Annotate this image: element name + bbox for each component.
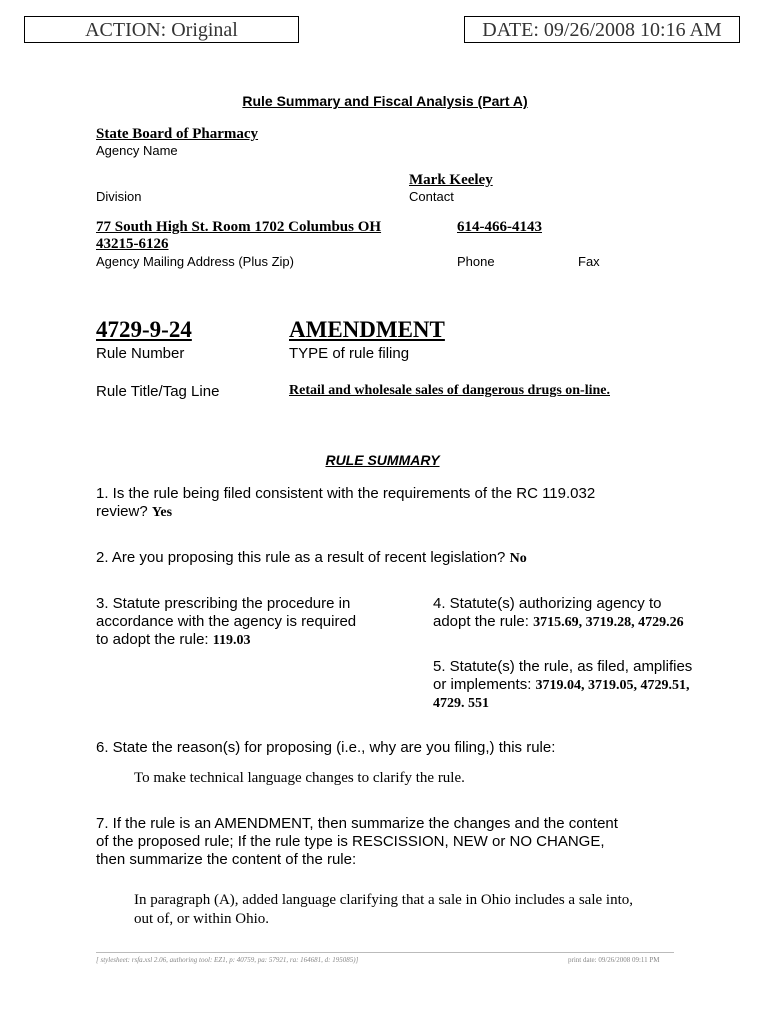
rule-type-label: TYPE of rule filing xyxy=(289,345,410,362)
contact-label: Contact xyxy=(409,189,454,204)
question-7: 7. If the rule is an AMENDMENT, then summarize the changes and the content of the proposed rule; If the rule type is RESCISSION, NEW or NO CHANGE, then summarize the content of the rule: xyxy=(96,815,618,868)
question-4-answer: 3715.69, 3719.28, 4729.26 xyxy=(533,615,684,630)
phone-label: Phone xyxy=(457,254,495,269)
agency-name: State Board of Pharmacy xyxy=(96,126,259,142)
question-1 xyxy=(96,485,595,522)
rule-type: AMENDMENT xyxy=(289,317,445,342)
rule-title: Retail and wholesale sales of dangerous drugs on-line. xyxy=(289,383,610,398)
question-6: 6. State the reason(s) for proposing (i.e., why are you filing,) this rule: xyxy=(96,739,556,756)
question-1-line2: review? Yes xyxy=(96,503,173,520)
question-1-answer: Yes xyxy=(151,505,173,520)
address-label: Agency Mailing Address (Plus Zip) xyxy=(96,254,294,269)
question-3: 3. Statute prescribing the procedure in accordance with the agency is required to adopt the rule: 119.03 xyxy=(96,595,357,648)
fax-label: Fax xyxy=(578,254,600,269)
page-title: Rule Summary and Fiscal Analysis (Part A) xyxy=(242,93,528,109)
footer-divider xyxy=(96,952,674,953)
address-line1: 77 South High St. Room 1702 Columbus OH xyxy=(96,219,382,235)
agency-name-label: Agency Name xyxy=(96,143,178,158)
action-box xyxy=(24,16,299,43)
footer-left: [ stylesheet: rsfa.xsl 2.06, authoring tool: EZ1, p: 40759, pa: 57921, ra: 164681, d: 195085)] xyxy=(96,956,359,964)
question-5-answer-line2: 4729. 551 xyxy=(433,696,489,711)
question-7-answer: In paragraph (A), added language clarifying that a sale in Ohio includes a sale into, out of, or within Ohio. xyxy=(134,892,633,927)
phone-number: 614-466-4143 xyxy=(457,219,542,235)
question-2-answer: No xyxy=(509,551,527,566)
footer-right: print date: 09/26/2008 09:11 PM xyxy=(568,956,660,964)
question-6-answer: To make technical language changes to clarify the rule. xyxy=(134,770,465,786)
rule-summary-heading: RULE SUMMARY xyxy=(325,452,440,468)
question-2: 2. Are you proposing this rule as a result of recent legislation? No xyxy=(96,549,527,566)
question-4: 4. Statute(s) authorizing agency to adopt the rule: 3715.69, 3719.28, 4729.26 xyxy=(433,595,684,630)
date-box xyxy=(464,16,740,43)
question-5-answer-line1: 3719.04, 3719.05, 4729.51, xyxy=(535,678,690,693)
address-line2: 43215-6126 xyxy=(96,236,169,252)
question-5: 5. Statute(s) the rule, as filed, amplifies or implements: 3719.04, 3719.05, 4729.51, 4729. 551 xyxy=(433,658,693,711)
question-1-line1: 1. Is the rule being filed consistent with the requirements of the RC 119.032 xyxy=(96,485,596,502)
division-label: Division xyxy=(96,189,142,204)
date-text: DATE: 09/26/2008 10:16 AM xyxy=(482,19,722,41)
action-text: ACTION: Original xyxy=(85,19,238,41)
rule-number: 4729-9-24 xyxy=(96,317,192,342)
rule-number-label: Rule Number xyxy=(96,345,185,362)
rule-title-label: Rule Title/Tag Line xyxy=(96,383,220,400)
contact-name: Mark Keeley xyxy=(409,172,493,188)
question-3-answer: 119.03 xyxy=(212,633,251,648)
